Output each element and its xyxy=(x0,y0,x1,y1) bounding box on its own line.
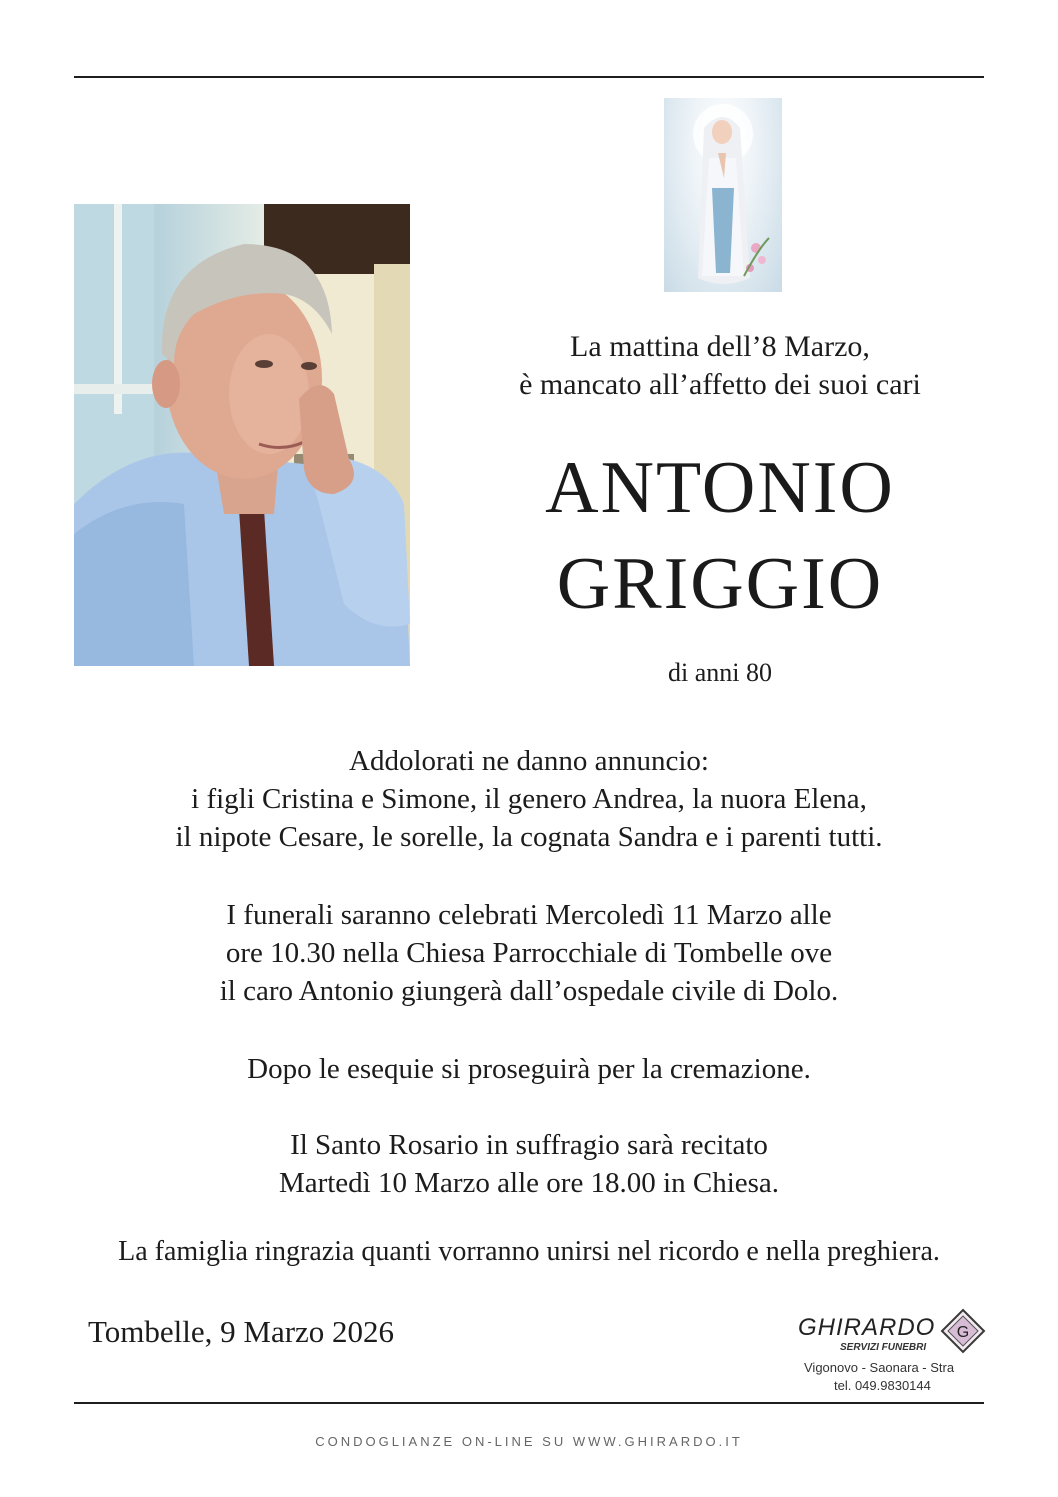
family-paragraph xyxy=(60,742,998,856)
last-name: GRIGGIO xyxy=(556,543,884,625)
age-text: di anni 80 xyxy=(668,658,772,687)
bottom-divider xyxy=(74,1402,984,1404)
footer-link[interactable]: CONDOGLIANZE ON-LINE SU WWW.GHIRARDO.IT xyxy=(315,1434,743,1449)
intro-line-2: è mancato all’affetto dei suoi cari xyxy=(519,368,921,401)
logo-towns: Vigonovo - Saonara - Stra xyxy=(804,1360,955,1375)
deceased-name xyxy=(470,440,970,632)
first-name: ANTONIO xyxy=(545,447,895,529)
funeral-line-1: I funerali saranno celebrati Mercoledì 11 Marzo alle xyxy=(226,899,832,931)
thanks-text: La famiglia ringrazia quanti vorranno unirsi nel ricordo e nella preghiera. xyxy=(118,1236,940,1267)
top-divider xyxy=(74,76,984,78)
rosary-line-1: Il Santo Rosario in suffragio sarà recitato xyxy=(290,1129,768,1161)
logo-brand: GHIRARDO xyxy=(798,1314,936,1341)
intro-line-1: La mattina dell’8 Marzo, xyxy=(570,330,870,363)
family-line-3: il nipote Cesare, le sorelle, la cognata Sandra e i parenti tutti. xyxy=(175,821,883,853)
rosary-line-2: Martedì 10 Marzo alle ore 18.00 in Chiesa. xyxy=(278,1167,780,1199)
place-date: Tombelle, 9 Marzo 2026 xyxy=(88,1314,395,1349)
cremation-text: Dopo le esequie si proseguirà per la cremazione. xyxy=(247,1053,811,1085)
logo-phone: tel. 049.9830144 xyxy=(834,1378,931,1393)
funeral-paragraph xyxy=(60,896,998,1010)
rosary-paragraph xyxy=(60,1126,998,1202)
logo-diamond-icon xyxy=(940,1308,986,1354)
announcement-intro xyxy=(470,328,970,404)
family-line-1: Addolorati ne danno annuncio: xyxy=(349,745,709,777)
logo-letter: G xyxy=(956,1324,970,1341)
logo-subtitle: SERVIZI FUNEBRI xyxy=(840,1342,927,1353)
funeral-home-logo xyxy=(790,1304,990,1396)
portrait-photo xyxy=(74,204,410,666)
family-line-2: i figli Cristina e Simone, il genero Andrea, la nuora Elena, xyxy=(191,783,867,815)
madonna-image xyxy=(664,98,782,292)
funeral-line-2: ore 10.30 nella Chiesa Parrocchiale di Tombelle ove xyxy=(225,937,833,969)
funeral-line-3: il caro Antonio giungerà dall’ospedale civile di Dolo. xyxy=(219,975,839,1007)
